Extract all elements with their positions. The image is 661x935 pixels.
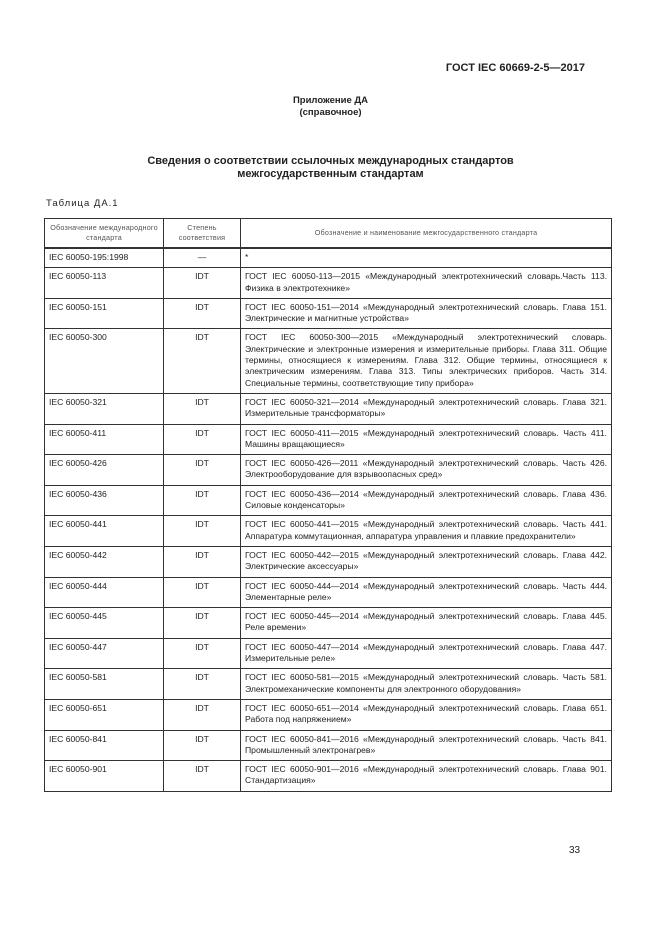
- degree-cell: IDT: [164, 761, 241, 792]
- degree-cell: —: [164, 248, 241, 268]
- intl-standard-cell: IEC 60050-436: [45, 485, 164, 516]
- national-standard-cell: ГОСТ IEC 60050-442—2015 «Международный электротехнический словарь. Глава 442. Электрические аксессуары»: [241, 546, 612, 577]
- national-standard-cell: ГОСТ IEC 60050-447—2014 «Международный электротехнический словарь. Глава 447. Измерительные реле»: [241, 638, 612, 669]
- degree-cell: IDT: [164, 298, 241, 329]
- intl-standard-cell: IEC 60050-113: [45, 268, 164, 299]
- degree-cell: IDT: [164, 455, 241, 486]
- national-standard-cell: ГОСТ IEC 60050-436—2014 «Международный электротехнический словарь. Глава 436. Силовые конденсаторы»: [241, 485, 612, 516]
- degree-cell: IDT: [164, 669, 241, 700]
- document-id: ГОСТ IEC 60669-2-5—2017: [445, 62, 585, 74]
- table-row: [45, 546, 612, 577]
- col-header-national: Обозначение и наименование межгосударственного стандарта: [241, 219, 612, 249]
- page-number: 33: [569, 845, 581, 856]
- section-title-line1: Сведения о соответствии ссылочных международных стандартов: [147, 155, 514, 167]
- table-row: [45, 298, 612, 329]
- intl-standard-cell: IEC 60050-651: [45, 699, 164, 730]
- degree-cell: IDT: [164, 638, 241, 669]
- table-row: [45, 248, 612, 268]
- national-standard-cell: ГОСТ IEC 60050-151—2014 «Международный электротехнический словарь. Глава 151. Электрические и магнитные устройства»: [241, 298, 612, 329]
- degree-cell: IDT: [164, 608, 241, 639]
- intl-standard-cell: IEC 60050-300: [45, 329, 164, 393]
- intl-standard-cell: IEC 60050-445: [45, 608, 164, 639]
- table-row: [45, 761, 612, 792]
- degree-cell: IDT: [164, 329, 241, 393]
- national-standard-cell: ГОСТ IEC 60050-300—2015 «Международный электротехнический словарь. Электрические и электронные измерения и измерительные приборы. Глава 311. Общие термины, относящиеся к измерениям. Глава 312. Общие термины, относящиеся к электрическим измерениям. Глава 313. Типы электрических приборов. Часть 314. Специальные термины, соответствующие типу прибора»: [241, 329, 612, 393]
- intl-standard-cell: IEC 60050-411: [45, 424, 164, 455]
- table-row: [45, 608, 612, 639]
- table-row: [45, 485, 612, 516]
- section-title-line2: межгосударственным стандартам: [237, 168, 424, 180]
- intl-standard-cell: IEC 60050-441: [45, 516, 164, 547]
- intl-standard-cell: IEC 60050-321: [45, 393, 164, 424]
- table-header-row: [45, 219, 612, 249]
- national-standard-cell: ГОСТ IEC 60050-445—2014 «Международный электротехнический словарь. Глава 445. Реле времени»: [241, 608, 612, 639]
- national-standard-cell: ГОСТ IEC 60050-426—2011 «Международный электротехнический словарь. Часть 426. Электрооборудование для взрывоопасных сред»: [241, 455, 612, 486]
- degree-cell: IDT: [164, 577, 241, 608]
- degree-cell: IDT: [164, 268, 241, 299]
- intl-standard-cell: IEC 60050-195:1998: [45, 248, 164, 268]
- table-row: [45, 516, 612, 547]
- intl-standard-cell: IEC 60050-151: [45, 298, 164, 329]
- national-standard-cell: ГОСТ IEC 60050-581—2015 «Международный электротехнический словарь. Часть 581. Электромеханические компоненты для электронного оборудования»: [241, 669, 612, 700]
- table-row: [45, 455, 612, 486]
- table-row: [45, 699, 612, 730]
- section-title: [0, 155, 661, 181]
- table-row: [45, 268, 612, 299]
- intl-standard-cell: IEC 60050-442: [45, 546, 164, 577]
- intl-standard-cell: IEC 60050-841: [45, 730, 164, 761]
- degree-cell: IDT: [164, 516, 241, 547]
- table-row: [45, 577, 612, 608]
- national-standard-cell: ГОСТ IEC 60050-901—2016 «Международный электротехнический словарь. Глава 901. Стандартизация»: [241, 761, 612, 792]
- table-row: [45, 393, 612, 424]
- intl-standard-cell: IEC 60050-901: [45, 761, 164, 792]
- appendix-title: Приложение ДА: [292, 95, 369, 106]
- table-row: [45, 669, 612, 700]
- degree-cell: IDT: [164, 730, 241, 761]
- national-standard-cell: ГОСТ IEC 60050-321—2014 «Международный электротехнический словарь. Глава 321. Измерительные трансформаторы»: [241, 393, 612, 424]
- standards-table: [44, 218, 612, 792]
- national-standard-cell: ГОСТ IEC 60050-113—2015 «Международный электротехнический словарь.Часть 113. Физика в электротехнике»: [241, 268, 612, 299]
- table-row: [45, 329, 612, 393]
- intl-standard-cell: IEC 60050-581: [45, 669, 164, 700]
- national-standard-cell: ГОСТ IEC 60050-441—2015 «Международный электротехнический словарь. Часть 441. Аппаратура коммутационная, аппаратура управления и плавкие предохранители»: [241, 516, 612, 547]
- col-header-intl: Обозначение международного стандарта: [45, 219, 164, 249]
- degree-cell: IDT: [164, 485, 241, 516]
- national-standard-cell: ГОСТ IEC 60050-411—2015 «Международный электротехнический словарь. Часть 411. Машины вращающиеся»: [241, 424, 612, 455]
- degree-cell: IDT: [164, 546, 241, 577]
- table-row: [45, 424, 612, 455]
- table-caption: Таблица ДА.1: [46, 198, 119, 209]
- appendix-heading: [0, 95, 661, 119]
- appendix-subtitle: (справочное): [299, 107, 362, 118]
- national-standard-cell: *: [241, 248, 612, 268]
- intl-standard-cell: IEC 60050-447: [45, 638, 164, 669]
- intl-standard-cell: IEC 60050-444: [45, 577, 164, 608]
- degree-cell: IDT: [164, 393, 241, 424]
- national-standard-cell: ГОСТ IEC 60050-841—2016 «Международный электротехнический словарь. Часть 841. Промышленный электронагрев»: [241, 730, 612, 761]
- degree-cell: IDT: [164, 424, 241, 455]
- national-standard-cell: ГОСТ IEC 60050-444—2014 «Международный электротехнический словарь. Часть 444. Элементарные реле»: [241, 577, 612, 608]
- table-row: [45, 638, 612, 669]
- degree-cell: IDT: [164, 699, 241, 730]
- col-header-degree: Степень соответствия: [164, 219, 241, 249]
- intl-standard-cell: IEC 60050-426: [45, 455, 164, 486]
- table-row: [45, 730, 612, 761]
- national-standard-cell: ГОСТ IEC 60050-651—2014 «Международный электротехнический словарь. Глава 651. Работа под напряжением»: [241, 699, 612, 730]
